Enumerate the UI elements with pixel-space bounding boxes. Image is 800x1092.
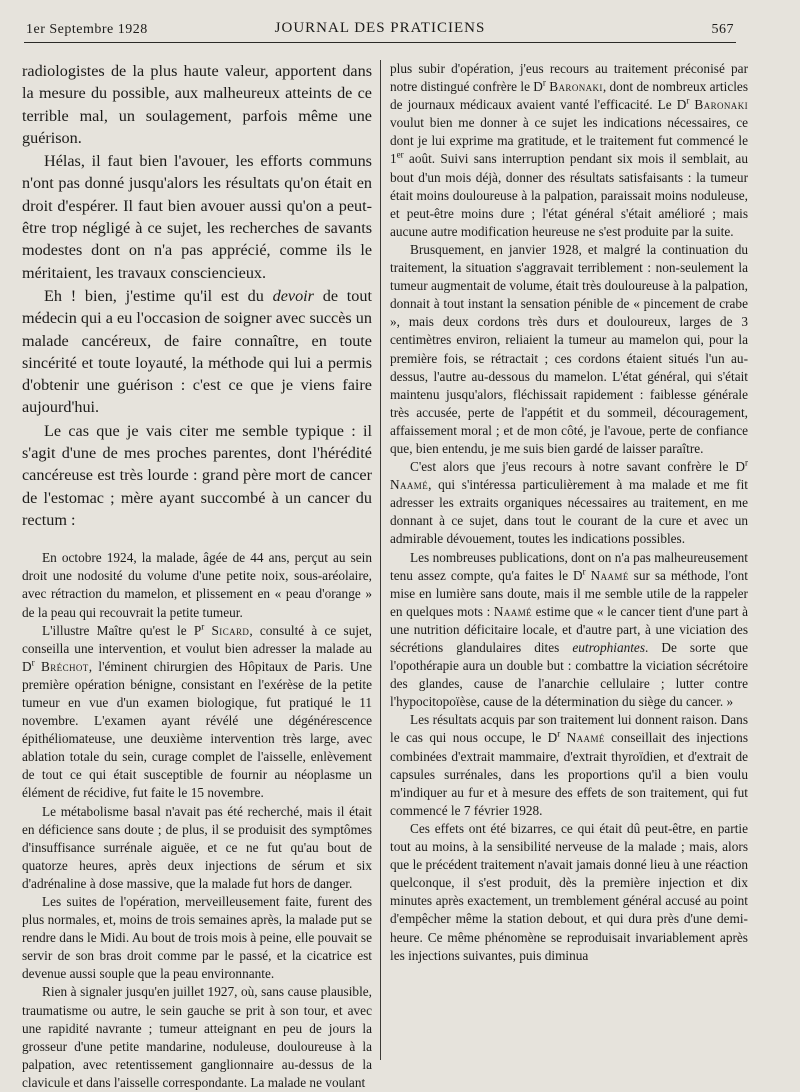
page-header (26, 20, 734, 42)
case-paragraph: L'illustre Maître qu'est le $P^r$ Sicard, consulté à ce sujet, conseilla une intervention, et voulut bien adresser la malade au $D^r$ Bréchot, l'éminent chirurgien des Hôpitaux de Paris. Une première opération bénigne, consistant en l'exérèse de la petite tumeur en vue d'un examen biologique, fut pratiqué le 11 novembre. L'examen ayant révélé une dégénérescence épithéliomateuse, une deuxième intervention très large, avec ablation totale du sein, curage complet de l'aisselle, enlèvement de tout ce qui était susceptible de fournir au néoplasme un élément de récidive, fut faite le 15 novembre. (22, 621, 372, 801)
author-name: Bréchot (41, 658, 89, 674)
right-column (390, 60, 748, 965)
author-name: Baronaki (549, 79, 603, 95)
header-date: 1er Septembre 1928 (26, 22, 148, 37)
case-paragraph: Les résultats acquis par son traitement lui donnent raison. Dans le cas qui nous occupe, le $D^r$ Naamé conseillait des injections combinées d'extrait mammaire, d'extrait thyroïdien, et d'extrait de capsules surrénales, dans les proportions qu'il a bien voulu m'indiquer au fur et à mesure des effets de son traitement, qui fut commencé le 7 février 1928. (390, 712, 749, 818)
author-name: Sicard (211, 622, 250, 638)
left-column (22, 60, 372, 1092)
case-paragraph: Rien à signaler jusqu'en juillet 1927, où, sans cause plausible, traumatisme ou autre, le sein gauche se prit à son tour, et avec une rapidité navrante ; tumeur atteignant en peu de jours la grosseur d'une petite mandarine, noduleuse, douloureuse à la palpation, avec retentissement ganglionnaire au-dessus de la clavicule et dans l'aisselle correspondante. La malade ne voulant (22, 984, 372, 1090)
header-rule (24, 42, 736, 43)
paragraph: radiologistes de la plus haute valeur, apportent dans la mesure du possible, aux malheureux atteints de ce terrible mal, un soulagement, parfois même une guérison. (22, 62, 372, 147)
emphasis: devoir (272, 286, 314, 305)
paragraph: Eh ! bien, j'estime qu'il est du devoir de tout médecin qui a eu l'occasion de soigner avec succès un malade cancéreux, de faire connaître, en toute sincérité et toute loyauté, la méthode qui lui a permis d'obtenir une guérison : c'est ce que je viens faire aujourd'hui. (22, 286, 372, 417)
author-name: Naamé (590, 567, 629, 583)
case-paragraph: Les suites de l'opération, merveilleusement faite, furent des plus normales, et, moins de trois semaines après, la malade put se rendre dans le Midi. Au bout de trois mois à peine, elle pouvait se servir de son bras droit comme par le passé, et la cicatrice est devenue aussi souple que la peau environnante. (22, 894, 372, 982)
case-paragraph: C'est alors que j'eus recours à notre savant confrère le $D^r$ Naamé, qui s'intéressa particulièrement à ma malade et me fit adresser les extraits organiques nécessaires au traitement, en me donnant à ce sujet, dans tout le courant de la cure et avec un admirable dévouement, toutes les indications possibles. (390, 457, 748, 547)
case-paragraph: Brusquement, en janvier 1928, et malgré la continuation du traitement, la situation s'aggravait terriblement : non-seulement la tumeur augmentait de volume, était très douloureuse à la palpation, donnait à tout instant la sensation pénible de « pincement de crabe », mais deux cordons très durs et douloureux, larges de 3 centimètres environ, reliaient la tumeur au mamelon qui, pour la première fois, se rétractait ; ces cordons étaient situés l'un au-dessus, l'autre au-dessous du mamelon. L'état général, qui s'était maintenu jusqu'alors, fléchissait rapidement : faiblesse générale très accusée, perte de l'appétit et du sommeil, découragement, affaissement moral ; et de mon côté, je l'avoue, perte de confiance que, bien entendu, je me suis bien gardé de laisser paraître. (390, 241, 748, 456)
column-divider (380, 60, 381, 1060)
author-name: Naamé (566, 730, 605, 746)
author-name: Naamé (390, 477, 429, 493)
case-paragraph: Ces effets ont été bizarres, ce qui était dû peut-être, en partie tout au moins, à la sensibilité nerveuse de la malade ; mais, alors que le précédent traitement n'avait jamais donné lieu à une réaction quelconque, il s'est produit, dès la première injection et dix minutes après exactement, un tremblement général accusé au point d'empêcher même la station debout, et qui dura près d'une demi-heure. Ce même phénomène se reproduisait invariablement après les injections suivantes, puis diminua (390, 820, 748, 963)
header-page-number: 567 (711, 22, 734, 37)
case-paragraph: Les nombreuses publications, dont on n'a pas malheureusement tenu assez compte, qu'a faites le $D^r$ Naamé sur sa méthode, l'ont mise en lumière sans doute, mais il me semble utile de la rappeler en quelques mots : Naamé estime que « le cancer tient d'une part à une nutrition déficitaire locale, et d'autre part, à une viciation des sécrétions glandulaires dites eutrophiantes. De sorte que l'opothérapie aura un double but : combattre la viciation sécrétoire des glandes, cause de l'anarchie cellulaire ; lutter contre l'hypocitopoïèse, cause de la détermination du siège du cancer. » (390, 549, 749, 710)
author-name: Baronaki (694, 97, 748, 113)
header-journal-title: JOURNAL DES PRATICIENS (274, 20, 486, 36)
paragraph: Le cas que je vais citer me semble typique : il s'agit d'une de mes proches parentes, dont l'hérédité cancéreuse est très lourde : grand père mort de cancer de l'estomac ; mère ayant succombé à un cancer du rectum : (22, 421, 372, 529)
emphasis: eutrophiantes (572, 640, 646, 655)
paragraph: Hélas, il faut bien l'avouer, les efforts communs n'ont pas donné jusqu'alors les résultats qu'on était en droit d'espérer. Il faut bien avouer aussi qu'on a peut-être trop négligé à ce sujet, les recherches de savants modestes dont on n'a pas apprécié, comme ils le méritaient, les travaux consciencieux. (22, 152, 372, 282)
author-name: Naamé (493, 603, 533, 619)
case-paragraph: plus subir d'opération, j'eus recours au traitement préconisé par notre distingué confrère le $D^r$ Baronaki, dont de nombreux articles de journaux médicaux avaient vanté l'efficacité. Le $D^r$ Baronaki voulut bien me donner à ce sujet les indications nécessaires, ce dont je lui exprime ma gratitude, et le traitement fut commencé le 1er août. Suivi sans interruption pendant six mois il semblait, au bout d'un mois déjà, donner des résultats satisfaisants : la tumeur était moins douloureuse à la palpation, paraissait moins noduleuse, et peut-être moins dure ; l'état général s'était amélioré ; mais aucune autre modification heureuse ne s'est produite par la suite. (390, 61, 748, 239)
case-paragraph: En octobre 1924, la malade, âgée de 44 ans, perçut au sein droit une nodosité du volume d'une petite noix, sous-aréolaire, avec rétraction du mamelon, et plissement en « peau d'orange » de la peau qui recouvrait la petite tumeur. (22, 550, 372, 620)
case-paragraph: Le métabolisme basal n'avait pas été recherché, mais il était en déficience sans doute ; de plus, il se produisit des symptômes d'insuffisance surrénale aiguëe, et ce ne fut qu'au bout de quatorze heures, après deux injections de sérum et six d'adrénaline à dose massive, que la malade fut hors de danger. (22, 803, 372, 891)
